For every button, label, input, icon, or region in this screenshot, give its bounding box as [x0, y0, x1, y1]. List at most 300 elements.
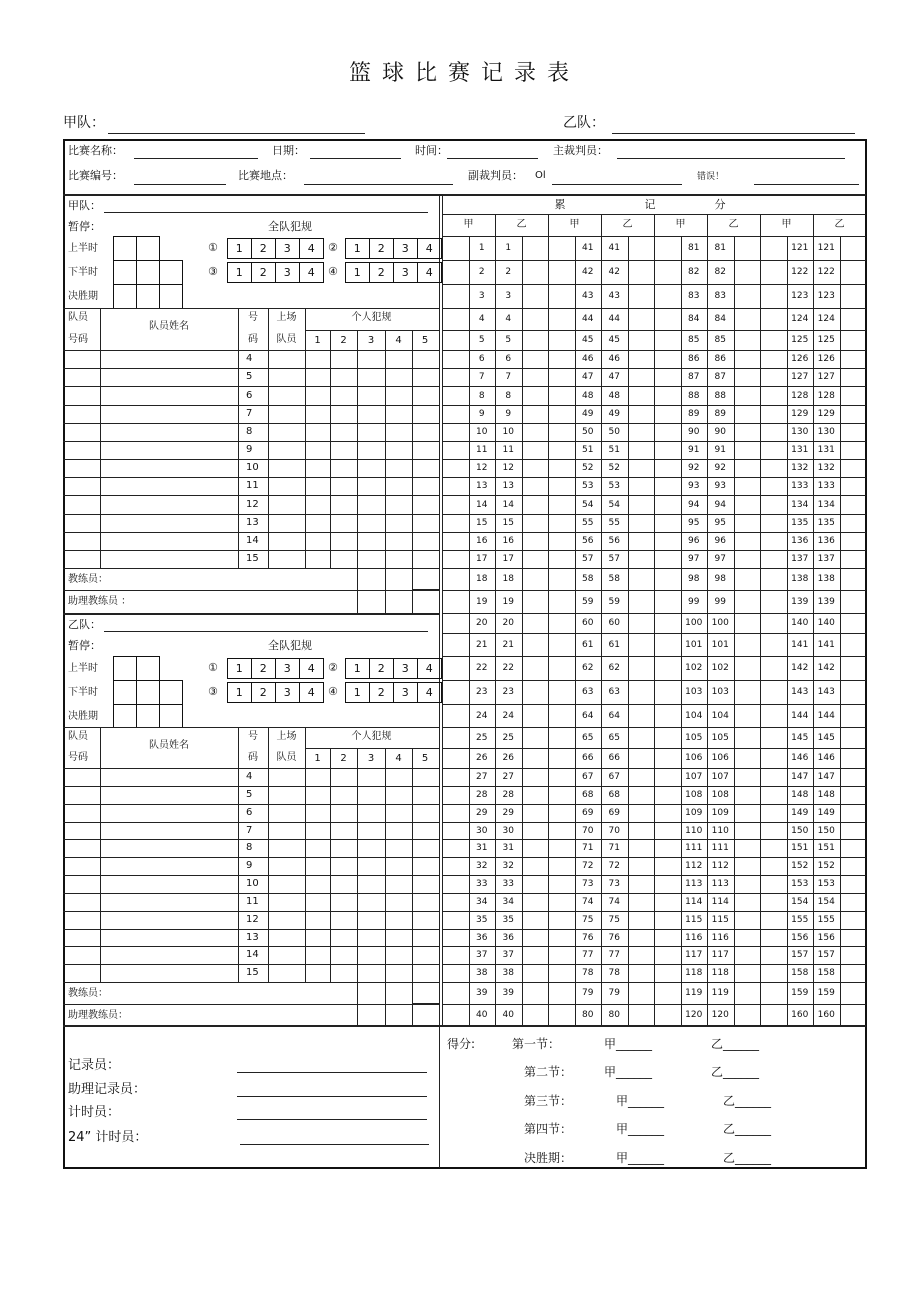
team-b-team-foul-box[interactable]: 1 — [345, 658, 370, 679]
running-score-mark-b[interactable] — [840, 423, 867, 441]
running-score-mark-b[interactable] — [840, 929, 867, 946]
team-b-team-foul-box[interactable]: 4 — [417, 658, 442, 679]
running-score-mark-a[interactable] — [442, 423, 469, 441]
running-score-mark-a[interactable] — [442, 893, 469, 911]
running-score-mark-b[interactable] — [840, 284, 867, 308]
running-score-mark-b[interactable] — [840, 704, 867, 727]
running-score-mark-a[interactable] — [548, 532, 575, 550]
running-score-mark-b[interactable] — [840, 613, 867, 633]
running-score-mark-b[interactable] — [840, 727, 867, 748]
running-score-mark-b[interactable] — [734, 929, 761, 946]
running-score-mark-b[interactable] — [840, 656, 867, 680]
running-score-mark-b[interactable] — [734, 284, 761, 308]
running-score-mark-b[interactable] — [840, 477, 867, 495]
running-score-mark-a[interactable] — [442, 748, 469, 768]
running-score-mark-a[interactable] — [442, 727, 469, 748]
running-score-mark-a[interactable] — [442, 946, 469, 964]
running-score-mark-a[interactable] — [548, 748, 575, 768]
running-score-mark-a[interactable] — [654, 405, 681, 423]
running-score-mark-a[interactable] — [442, 308, 469, 330]
official-field-1[interactable] — [237, 1096, 427, 1097]
running-score-mark-b[interactable] — [628, 441, 655, 459]
running-score-mark-a[interactable] — [760, 568, 787, 590]
running-score-mark-b[interactable] — [522, 964, 549, 982]
running-score-mark-a[interactable] — [760, 386, 787, 405]
running-score-mark-b[interactable] — [522, 423, 549, 441]
running-score-mark-b[interactable] — [840, 550, 867, 568]
running-score-mark-a[interactable] — [654, 568, 681, 590]
running-score-mark-b[interactable] — [522, 680, 549, 704]
team-b-team-foul-box[interactable]: 2 — [369, 682, 394, 703]
team-a-timeout-box[interactable] — [136, 236, 160, 261]
running-score-mark-b[interactable] — [522, 929, 549, 946]
running-score-mark-b[interactable] — [628, 680, 655, 704]
team-a-team-foul-box[interactable]: 3 — [393, 262, 418, 283]
running-score-mark-a[interactable] — [760, 550, 787, 568]
running-score-mark-a[interactable] — [654, 550, 681, 568]
running-score-mark-a[interactable] — [548, 568, 575, 590]
running-score-mark-a[interactable] — [548, 964, 575, 982]
running-score-mark-b[interactable] — [734, 911, 761, 929]
running-score-mark-b[interactable] — [628, 768, 655, 786]
running-score-mark-a[interactable] — [654, 748, 681, 768]
running-score-mark-b[interactable] — [840, 350, 867, 368]
running-score-mark-a[interactable] — [548, 550, 575, 568]
team-a-team-foul-box[interactable]: 4 — [299, 238, 324, 259]
running-score-mark-a[interactable] — [442, 822, 469, 839]
running-score-mark-a[interactable] — [654, 330, 681, 350]
running-score-mark-a[interactable] — [760, 368, 787, 386]
team-b-team-foul-box[interactable]: 2 — [251, 682, 276, 703]
running-score-mark-a[interactable] — [654, 1004, 681, 1025]
running-score-mark-b[interactable] — [734, 308, 761, 330]
match-number-field[interactable] — [134, 184, 226, 185]
running-score-mark-a[interactable] — [654, 680, 681, 704]
team-a-team-foul-box[interactable]: 1 — [345, 238, 370, 259]
team-a-team-foul-box[interactable]: 2 — [369, 262, 394, 283]
running-score-mark-a[interactable] — [442, 284, 469, 308]
running-score-mark-a[interactable] — [760, 911, 787, 929]
running-score-mark-a[interactable] — [654, 350, 681, 368]
running-score-mark-b[interactable] — [840, 330, 867, 350]
running-score-mark-b[interactable] — [840, 748, 867, 768]
team-b-team-foul-box[interactable]: 3 — [275, 682, 300, 703]
running-score-mark-a[interactable] — [548, 477, 575, 495]
running-score-mark-b[interactable] — [628, 929, 655, 946]
running-score-mark-a[interactable] — [760, 260, 787, 284]
running-score-mark-a[interactable] — [760, 786, 787, 804]
running-score-mark-a[interactable] — [548, 330, 575, 350]
running-score-mark-a[interactable] — [760, 727, 787, 748]
running-score-mark-a[interactable] — [548, 727, 575, 748]
running-score-mark-b[interactable] — [734, 748, 761, 768]
running-score-mark-a[interactable] — [548, 405, 575, 423]
running-score-mark-a[interactable] — [654, 964, 681, 982]
running-score-mark-a[interactable] — [548, 514, 575, 532]
team-a-timeout-box[interactable] — [113, 284, 137, 309]
running-score-mark-a[interactable] — [760, 350, 787, 368]
official-field-2[interactable] — [237, 1119, 427, 1120]
team-b-timeout-box[interactable] — [159, 704, 183, 728]
running-score-mark-a[interactable] — [442, 633, 469, 656]
running-score-mark-a[interactable] — [760, 680, 787, 704]
running-score-mark-b[interactable] — [522, 633, 549, 656]
running-score-mark-a[interactable] — [654, 946, 681, 964]
running-score-mark-b[interactable] — [840, 982, 867, 1004]
team-b-team-foul-box[interactable]: 4 — [417, 682, 442, 703]
running-score-mark-a[interactable] — [654, 893, 681, 911]
running-score-mark-b[interactable] — [840, 911, 867, 929]
running-score-mark-b[interactable] — [522, 330, 549, 350]
running-score-mark-b[interactable] — [734, 386, 761, 405]
running-score-mark-b[interactable] — [522, 568, 549, 590]
team-b-team-foul-box[interactable]: 2 — [369, 658, 394, 679]
running-score-mark-b[interactable] — [522, 550, 549, 568]
team-b-timeout-box[interactable] — [113, 656, 137, 681]
running-score-mark-b[interactable] — [734, 804, 761, 822]
running-score-mark-a[interactable] — [654, 423, 681, 441]
running-score-mark-b[interactable] — [734, 423, 761, 441]
running-score-mark-b[interactable] — [840, 839, 867, 857]
running-score-mark-b[interactable] — [628, 893, 655, 911]
running-score-mark-a[interactable] — [548, 946, 575, 964]
running-score-mark-a[interactable] — [548, 704, 575, 727]
running-score-mark-b[interactable] — [522, 236, 549, 260]
running-score-mark-a[interactable] — [548, 786, 575, 804]
running-score-mark-b[interactable] — [522, 804, 549, 822]
running-score-mark-a[interactable] — [548, 260, 575, 284]
running-score-mark-a[interactable] — [548, 441, 575, 459]
running-score-mark-a[interactable] — [654, 857, 681, 875]
running-score-mark-a[interactable] — [442, 768, 469, 786]
running-score-mark-a[interactable] — [548, 822, 575, 839]
running-score-mark-b[interactable] — [522, 839, 549, 857]
running-score-mark-a[interactable] — [442, 680, 469, 704]
running-score-mark-a[interactable] — [548, 236, 575, 260]
team-a-team-foul-box[interactable]: 4 — [299, 262, 324, 283]
running-score-mark-b[interactable] — [734, 368, 761, 386]
running-score-mark-a[interactable] — [548, 633, 575, 656]
team-a-team-foul-box[interactable]: 3 — [275, 262, 300, 283]
error-field[interactable] — [754, 184, 859, 185]
running-score-mark-a[interactable] — [548, 459, 575, 477]
running-score-mark-b[interactable] — [522, 495, 549, 514]
team-b-section-name-field[interactable] — [104, 631, 428, 632]
running-score-mark-b[interactable] — [628, 532, 655, 550]
running-score-mark-b[interactable] — [734, 982, 761, 1004]
running-score-mark-a[interactable] — [654, 236, 681, 260]
running-score-mark-a[interactable] — [442, 982, 469, 1004]
running-score-mark-b[interactable] — [734, 704, 761, 727]
running-score-mark-a[interactable] — [654, 929, 681, 946]
running-score-mark-b[interactable] — [628, 590, 655, 613]
running-score-mark-b[interactable] — [628, 386, 655, 405]
running-score-mark-a[interactable] — [442, 1004, 469, 1025]
running-score-mark-a[interactable] — [760, 964, 787, 982]
running-score-mark-b[interactable] — [522, 786, 549, 804]
running-score-mark-a[interactable] — [548, 768, 575, 786]
running-score-mark-b[interactable] — [840, 441, 867, 459]
running-score-mark-a[interactable] — [442, 875, 469, 893]
running-score-mark-a[interactable] — [654, 633, 681, 656]
running-score-mark-a[interactable] — [654, 704, 681, 727]
running-score-mark-b[interactable] — [628, 911, 655, 929]
running-score-mark-b[interactable] — [734, 495, 761, 514]
running-score-mark-b[interactable] — [840, 368, 867, 386]
running-score-mark-a[interactable] — [548, 875, 575, 893]
running-score-mark-a[interactable] — [442, 330, 469, 350]
running-score-mark-b[interactable] — [734, 514, 761, 532]
team-a-timeout-box[interactable] — [159, 260, 183, 285]
running-score-mark-a[interactable] — [760, 633, 787, 656]
running-score-mark-b[interactable] — [628, 477, 655, 495]
running-score-mark-a[interactable] — [654, 284, 681, 308]
running-score-mark-b[interactable] — [734, 613, 761, 633]
running-score-mark-a[interactable] — [760, 423, 787, 441]
running-score-mark-b[interactable] — [522, 441, 549, 459]
running-score-mark-a[interactable] — [442, 964, 469, 982]
running-score-mark-b[interactable] — [628, 308, 655, 330]
running-score-mark-b[interactable] — [522, 893, 549, 911]
running-score-mark-b[interactable] — [522, 284, 549, 308]
running-score-mark-a[interactable] — [760, 893, 787, 911]
team-a-timeout-box[interactable] — [159, 284, 183, 309]
running-score-mark-a[interactable] — [548, 893, 575, 911]
running-score-mark-a[interactable] — [548, 656, 575, 680]
running-score-mark-a[interactable] — [548, 680, 575, 704]
team-b-team-foul-box[interactable]: 1 — [345, 682, 370, 703]
running-score-mark-b[interactable] — [840, 495, 867, 514]
running-score-mark-b[interactable] — [522, 590, 549, 613]
running-score-mark-a[interactable] — [442, 495, 469, 514]
running-score-mark-b[interactable] — [522, 656, 549, 680]
running-score-mark-a[interactable] — [760, 590, 787, 613]
team-a-section-name-field[interactable] — [104, 212, 428, 213]
running-score-mark-a[interactable] — [442, 477, 469, 495]
team-b-team-foul-box[interactable]: 2 — [251, 658, 276, 679]
running-score-mark-b[interactable] — [628, 822, 655, 839]
running-score-mark-a[interactable] — [760, 532, 787, 550]
running-score-mark-b[interactable] — [734, 532, 761, 550]
running-score-mark-a[interactable] — [442, 613, 469, 633]
running-score-mark-b[interactable] — [734, 822, 761, 839]
running-score-mark-a[interactable] — [760, 946, 787, 964]
running-score-mark-b[interactable] — [628, 839, 655, 857]
team-a-team-foul-box[interactable]: 1 — [227, 262, 252, 283]
team-b-team-foul-box[interactable]: 3 — [393, 658, 418, 679]
running-score-mark-a[interactable] — [548, 1004, 575, 1025]
running-score-mark-b[interactable] — [522, 405, 549, 423]
running-score-mark-b[interactable] — [840, 804, 867, 822]
running-score-mark-b[interactable] — [628, 633, 655, 656]
running-score-mark-a[interactable] — [442, 459, 469, 477]
running-score-mark-b[interactable] — [734, 550, 761, 568]
running-score-mark-a[interactable] — [442, 350, 469, 368]
running-score-mark-a[interactable] — [548, 386, 575, 405]
running-score-mark-b[interactable] — [522, 368, 549, 386]
running-score-mark-a[interactable] — [442, 929, 469, 946]
team-a-team-foul-box[interactable]: 3 — [275, 238, 300, 259]
running-score-mark-b[interactable] — [522, 350, 549, 368]
running-score-mark-a[interactable] — [654, 839, 681, 857]
running-score-mark-a[interactable] — [760, 704, 787, 727]
team-b-team-foul-box[interactable]: 3 — [393, 682, 418, 703]
running-score-mark-a[interactable] — [548, 982, 575, 1004]
team-a-team-foul-box[interactable]: 3 — [393, 238, 418, 259]
running-score-mark-b[interactable] — [734, 590, 761, 613]
team-b-timeout-box[interactable] — [136, 680, 160, 705]
running-score-mark-a[interactable] — [654, 514, 681, 532]
team-b-team-foul-box[interactable]: 4 — [299, 658, 324, 679]
running-score-mark-a[interactable] — [654, 590, 681, 613]
running-score-mark-a[interactable] — [442, 441, 469, 459]
running-score-mark-b[interactable] — [628, 423, 655, 441]
running-score-mark-b[interactable] — [628, 613, 655, 633]
running-score-mark-a[interactable] — [548, 423, 575, 441]
running-score-mark-b[interactable] — [522, 1004, 549, 1025]
running-score-mark-a[interactable] — [654, 911, 681, 929]
running-score-mark-b[interactable] — [734, 459, 761, 477]
running-score-mark-a[interactable] — [760, 656, 787, 680]
running-score-mark-b[interactable] — [628, 704, 655, 727]
team-a-name-field[interactable] — [108, 133, 365, 134]
running-score-mark-a[interactable] — [760, 308, 787, 330]
running-score-mark-a[interactable] — [548, 804, 575, 822]
running-score-mark-b[interactable] — [522, 727, 549, 748]
team-a-timeout-box[interactable] — [136, 284, 160, 309]
team-a-team-foul-box[interactable]: 2 — [251, 238, 276, 259]
running-score-mark-a[interactable] — [442, 590, 469, 613]
running-score-mark-b[interactable] — [628, 727, 655, 748]
running-score-mark-b[interactable] — [840, 875, 867, 893]
running-score-mark-b[interactable] — [840, 236, 867, 260]
running-score-mark-b[interactable] — [522, 875, 549, 893]
team-a-team-foul-box[interactable]: 4 — [417, 262, 442, 283]
running-score-mark-a[interactable] — [654, 656, 681, 680]
running-score-mark-a[interactable] — [442, 236, 469, 260]
running-score-mark-b[interactable] — [840, 386, 867, 405]
running-score-mark-b[interactable] — [840, 1004, 867, 1025]
running-score-mark-a[interactable] — [654, 613, 681, 633]
running-score-mark-b[interactable] — [840, 514, 867, 532]
running-score-mark-a[interactable] — [760, 514, 787, 532]
running-score-mark-b[interactable] — [734, 875, 761, 893]
running-score-mark-a[interactable] — [548, 911, 575, 929]
running-score-mark-b[interactable] — [734, 405, 761, 423]
running-score-mark-b[interactable] — [522, 477, 549, 495]
team-a-team-foul-box[interactable]: 2 — [251, 262, 276, 283]
running-score-mark-b[interactable] — [734, 236, 761, 260]
running-score-mark-a[interactable] — [760, 236, 787, 260]
match-name-field[interactable] — [134, 158, 258, 159]
running-score-mark-a[interactable] — [548, 839, 575, 857]
running-score-mark-b[interactable] — [734, 260, 761, 284]
running-score-mark-b[interactable] — [840, 633, 867, 656]
team-b-timeout-box[interactable] — [159, 680, 183, 705]
running-score-mark-a[interactable] — [760, 804, 787, 822]
running-score-mark-b[interactable] — [522, 613, 549, 633]
running-score-mark-a[interactable] — [654, 368, 681, 386]
running-score-mark-a[interactable] — [760, 613, 787, 633]
running-score-mark-b[interactable] — [840, 590, 867, 613]
running-score-mark-b[interactable] — [522, 704, 549, 727]
running-score-mark-b[interactable] — [522, 822, 549, 839]
team-b-team-foul-box[interactable]: 4 — [299, 682, 324, 703]
running-score-mark-b[interactable] — [840, 680, 867, 704]
running-score-mark-b[interactable] — [840, 308, 867, 330]
running-score-mark-b[interactable] — [840, 459, 867, 477]
running-score-mark-a[interactable] — [442, 786, 469, 804]
running-score-mark-b[interactable] — [628, 550, 655, 568]
team-b-timeout-box[interactable] — [136, 656, 160, 681]
running-score-mark-b[interactable] — [522, 532, 549, 550]
official-field-0[interactable] — [237, 1072, 427, 1073]
running-score-mark-a[interactable] — [548, 350, 575, 368]
running-score-mark-b[interactable] — [522, 857, 549, 875]
running-score-mark-a[interactable] — [654, 477, 681, 495]
running-score-mark-a[interactable] — [442, 804, 469, 822]
running-score-mark-b[interactable] — [522, 459, 549, 477]
running-score-mark-b[interactable] — [734, 768, 761, 786]
running-score-mark-b[interactable] — [628, 1004, 655, 1025]
running-score-mark-a[interactable] — [760, 748, 787, 768]
running-score-mark-a[interactable] — [548, 590, 575, 613]
running-score-mark-b[interactable] — [734, 857, 761, 875]
running-score-mark-b[interactable] — [522, 514, 549, 532]
running-score-mark-b[interactable] — [734, 330, 761, 350]
running-score-mark-a[interactable] — [442, 656, 469, 680]
running-score-mark-a[interactable] — [760, 875, 787, 893]
team-a-timeout-box[interactable] — [113, 260, 137, 285]
running-score-mark-a[interactable] — [654, 822, 681, 839]
running-score-mark-b[interactable] — [734, 477, 761, 495]
official-field-3[interactable] — [240, 1144, 429, 1145]
running-score-mark-b[interactable] — [628, 368, 655, 386]
running-score-mark-b[interactable] — [734, 568, 761, 590]
running-score-mark-b[interactable] — [734, 839, 761, 857]
running-score-mark-b[interactable] — [628, 284, 655, 308]
running-score-mark-b[interactable] — [522, 386, 549, 405]
team-a-team-foul-box[interactable]: 1 — [345, 262, 370, 283]
running-score-mark-b[interactable] — [840, 964, 867, 982]
running-score-mark-a[interactable] — [654, 308, 681, 330]
running-score-mark-a[interactable] — [442, 514, 469, 532]
running-score-mark-b[interactable] — [522, 911, 549, 929]
running-score-mark-a[interactable] — [548, 308, 575, 330]
running-score-mark-a[interactable] — [548, 929, 575, 946]
running-score-mark-b[interactable] — [522, 748, 549, 768]
running-score-mark-a[interactable] — [548, 613, 575, 633]
running-score-mark-a[interactable] — [760, 929, 787, 946]
team-a-timeout-box[interactable] — [113, 236, 137, 261]
running-score-mark-a[interactable] — [442, 857, 469, 875]
running-score-mark-a[interactable] — [442, 911, 469, 929]
running-score-mark-b[interactable] — [628, 330, 655, 350]
running-score-mark-b[interactable] — [734, 633, 761, 656]
running-score-mark-b[interactable] — [734, 727, 761, 748]
running-score-mark-a[interactable] — [442, 839, 469, 857]
running-score-mark-b[interactable] — [840, 822, 867, 839]
running-score-mark-a[interactable] — [442, 704, 469, 727]
running-score-mark-b[interactable] — [628, 804, 655, 822]
running-score-mark-a[interactable] — [760, 857, 787, 875]
running-score-mark-b[interactable] — [840, 260, 867, 284]
time-field[interactable] — [447, 158, 538, 159]
running-score-mark-a[interactable] — [760, 459, 787, 477]
running-score-mark-a[interactable] — [760, 284, 787, 308]
referee-field[interactable] — [617, 158, 845, 159]
running-score-mark-b[interactable] — [522, 982, 549, 1004]
